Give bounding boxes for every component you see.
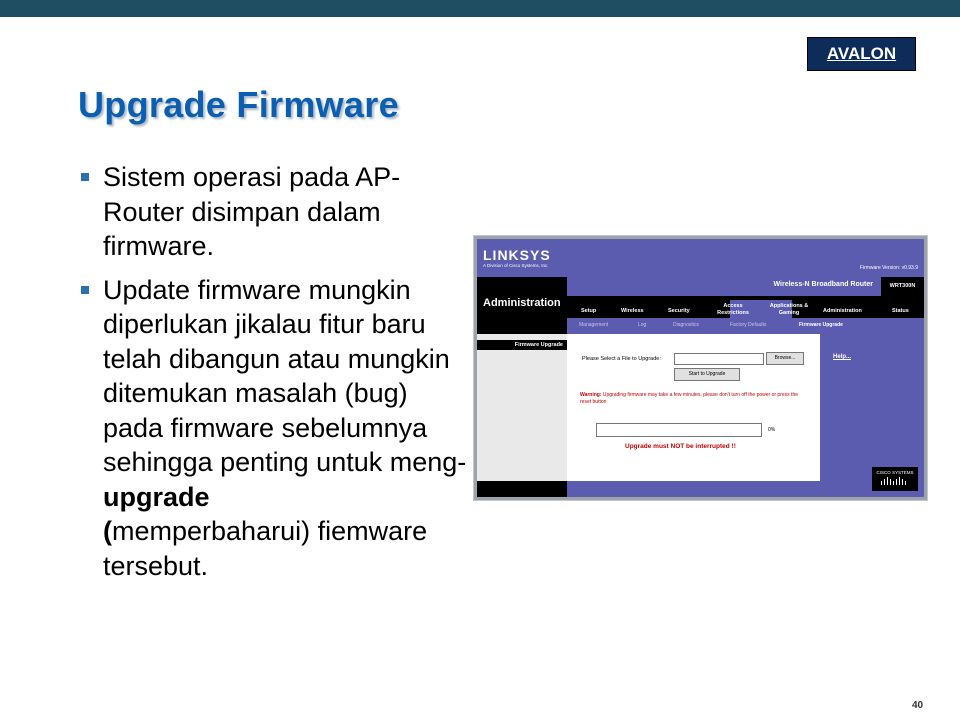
- product-bar: [567, 277, 881, 296]
- subtab-firmware-upgrade[interactable]: Firmware Upgrade: [799, 322, 843, 328]
- bullet-item: [78, 160, 473, 264]
- linksys-logo: LINKSYS: [483, 247, 551, 263]
- firmware-version: Firmware Version: v0.93.9: [859, 265, 918, 271]
- bullet-text: Sistem operasi pada AP-Router disimpan dalam firmware.: [103, 162, 401, 261]
- subtab-log[interactable]: Log: [638, 322, 647, 328]
- top-banner: [0, 0, 960, 17]
- router-screenshot: [473, 235, 928, 501]
- start-upgrade-button[interactable]: Start to Upgrade: [674, 368, 740, 381]
- avalon-badge: AVALON: [807, 37, 916, 71]
- product-name: Wireless-N Broadband Router: [773, 281, 873, 288]
- warning-label: Warning:: [580, 392, 602, 398]
- page-number: 40: [912, 700, 924, 711]
- upgrade-progress-bar: [596, 423, 762, 437]
- model-number: WRT300N: [881, 277, 924, 296]
- linksys-header: [477, 239, 924, 277]
- tab-status[interactable]: Status: [892, 308, 909, 314]
- no-interrupt-warning: Upgrade must NOT be interrupted !!: [625, 443, 736, 450]
- bullet-item: [78, 273, 473, 584]
- browse-button[interactable]: Browse...: [766, 352, 804, 365]
- tab-wireless[interactable]: Wireless: [621, 308, 644, 314]
- footer-left: [477, 481, 567, 497]
- tab-access-restrictions[interactable]: Access Restrictions: [717, 303, 749, 316]
- warning-message: Upgrading firmware may take a few minutes, please don't turn off the power or press the reset button: [580, 392, 799, 405]
- bullet-list: [78, 160, 473, 592]
- bullet-text-end: memperbaharui) fiemware tersebut.: [103, 516, 428, 581]
- cisco-bars-icon: [880, 475, 910, 485]
- section-title: Administration: [483, 297, 561, 309]
- left-sidebar: [477, 334, 567, 497]
- tab-setup[interactable]: Setup: [581, 308, 597, 314]
- bullet-square-icon: [81, 286, 89, 294]
- bullet-paren: (: [103, 516, 112, 546]
- tab-administration[interactable]: Administration: [823, 308, 862, 314]
- tab-applications-gaming[interactable]: Applications & Gaming: [769, 303, 809, 316]
- progress-percent: 0%: [768, 427, 776, 433]
- slide-title: Upgrade Firmware: [78, 84, 399, 125]
- sidebar-label: Firmware Upgrade: [477, 340, 567, 350]
- file-label: Please Select a File to Upgrade:: [582, 356, 661, 362]
- linksys-admin-page: [477, 239, 924, 497]
- tab-security[interactable]: Security: [668, 308, 690, 314]
- file-input[interactable]: [674, 353, 764, 365]
- warning-text: [580, 392, 805, 406]
- subtab-diagnostics[interactable]: Diagnostics: [673, 322, 699, 328]
- bullet-square-icon: [81, 173, 89, 181]
- linksys-logo-sub: A Division of Cisco Systems, Inc.: [483, 263, 549, 268]
- bullet-text: Update firmware mungkin diperlukan jikalau fitur baru telah dibangun atau mungkin ditemukan masalah (bug) pada firmware sebelumnya sehingga penting untuk meng-: [103, 274, 467, 477]
- cisco-logo: [872, 467, 918, 491]
- bullet-emphasis: upgrade: [103, 481, 210, 512]
- subtab-factory-defaults[interactable]: Factory Defaults: [730, 322, 767, 328]
- footer-bar: [567, 481, 820, 497]
- subtab-management[interactable]: Management: [579, 322, 609, 328]
- help-link[interactable]: Help...: [833, 354, 852, 360]
- cisco-text: CISCO SYSTEMS: [876, 470, 914, 475]
- sub-tabs: [567, 318, 924, 334]
